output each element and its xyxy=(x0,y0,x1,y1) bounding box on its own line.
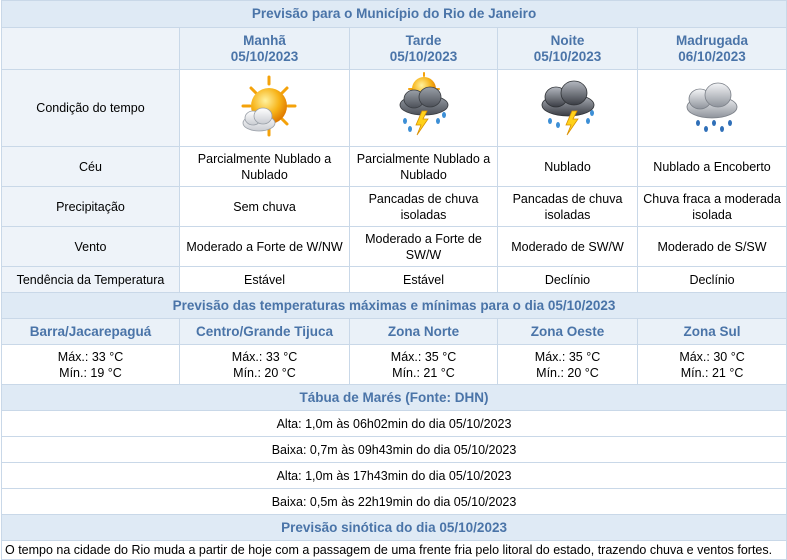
period-header-madrugada: Madrugada 06/10/2023 xyxy=(638,28,787,70)
forecast-table xyxy=(1,0,787,560)
vento-madrugada: Moderado de S/SW xyxy=(638,227,787,267)
zone-temps-oeste: Máx.: 35 °C Mín.: 20 °C xyxy=(498,345,638,385)
precipitacao-manha: Sem chuva xyxy=(180,187,350,227)
storm-cloud-icon xyxy=(532,73,604,139)
zone-header-norte: Zona Norte xyxy=(350,319,498,345)
tendencia-madrugada: Declínio xyxy=(638,267,787,293)
vento-tarde: Moderado a Forte de SW/W xyxy=(350,227,498,267)
zone-temps-centro: Máx.: 33 °C Mín.: 20 °C xyxy=(180,345,350,385)
zone-temps-barra: Máx.: 33 °C Mín.: 19 °C xyxy=(2,345,180,385)
precipitacao-madrugada: Chuva fraca a moderada isolada xyxy=(638,187,787,227)
forecast-title: Previsão para o Município do Rio de Janeiro xyxy=(2,1,787,28)
precipitacao-noite: Pancadas de chuva isoladas xyxy=(498,187,638,227)
tendencia-tarde: Estável xyxy=(350,267,498,293)
tide-row-1: Alta: 1,0m às 06h02min do dia 05/10/2023 xyxy=(2,411,787,437)
corner-cell xyxy=(2,28,180,70)
row-label-tendencia: Tendência da Temperatura xyxy=(2,267,180,293)
ceu-madrugada: Nublado a Encoberto xyxy=(638,147,787,187)
zone-temps-sul: Máx.: 30 °C Mín.: 21 °C xyxy=(638,345,787,385)
row-label-vento: Vento xyxy=(2,227,180,267)
synoptic-title: Previsão sinótica do dia 05/10/2023 xyxy=(2,515,787,541)
zone-header-centro: Centro/Grande Tijuca xyxy=(180,319,350,345)
zone-header-sul: Zona Sul xyxy=(638,319,787,345)
zone-temps-norte: Máx.: 35 °C Mín.: 21 °C xyxy=(350,345,498,385)
period-header-noite: Noite 05/10/2023 xyxy=(498,28,638,70)
ceu-manha: Parcialmente Nublado a Nublado xyxy=(180,147,350,187)
row-label-ceu: Céu xyxy=(2,147,180,187)
vento-noite: Moderado de SW/W xyxy=(498,227,638,267)
vento-manha: Moderado a Forte de W/NW xyxy=(180,227,350,267)
period-header-manha: Manhã 05/10/2023 xyxy=(180,28,350,70)
zone-header-oeste: Zona Oeste xyxy=(498,319,638,345)
storm-sun-icon xyxy=(388,73,460,139)
tendencia-manha: Estável xyxy=(180,267,350,293)
synoptic-text: O tempo na cidade do Rio muda a partir de hoje com a passagem de uma frente fria pelo litoral do estado, trazendo chuva e ventos fortes. xyxy=(2,541,787,560)
tide-row-2: Baixa: 0,7m às 09h43min do dia 05/10/2023 xyxy=(2,437,787,463)
tide-row-3: Alta: 1,0m às 17h43min do dia 05/10/2023 xyxy=(2,463,787,489)
tide-row-4: Baixa: 0,5m às 22h19min do dia 05/10/2023 xyxy=(2,489,787,515)
partly-cloudy-sun-icon xyxy=(229,73,301,139)
tendencia-noite: Declínio xyxy=(498,267,638,293)
ceu-tarde: Parcialmente Nublado a Nublado xyxy=(350,147,498,187)
precipitacao-tarde: Pancadas de chuva isoladas xyxy=(350,187,498,227)
zone-header-barra: Barra/Jacarepaguá xyxy=(2,319,180,345)
ceu-noite: Nublado xyxy=(498,147,638,187)
period-header-tarde: Tarde 05/10/2023 xyxy=(350,28,498,70)
row-label-precipitacao: Precipitação xyxy=(2,187,180,227)
tides-title: Tábua de Marés (Fonte: DHN) xyxy=(2,385,787,411)
row-label-condicao: Condição do tempo xyxy=(2,70,180,147)
light-rain-cloud-icon xyxy=(676,73,748,139)
temps-title: Previsão das temperaturas máximas e mínimas para o dia 05/10/2023 xyxy=(2,293,787,319)
